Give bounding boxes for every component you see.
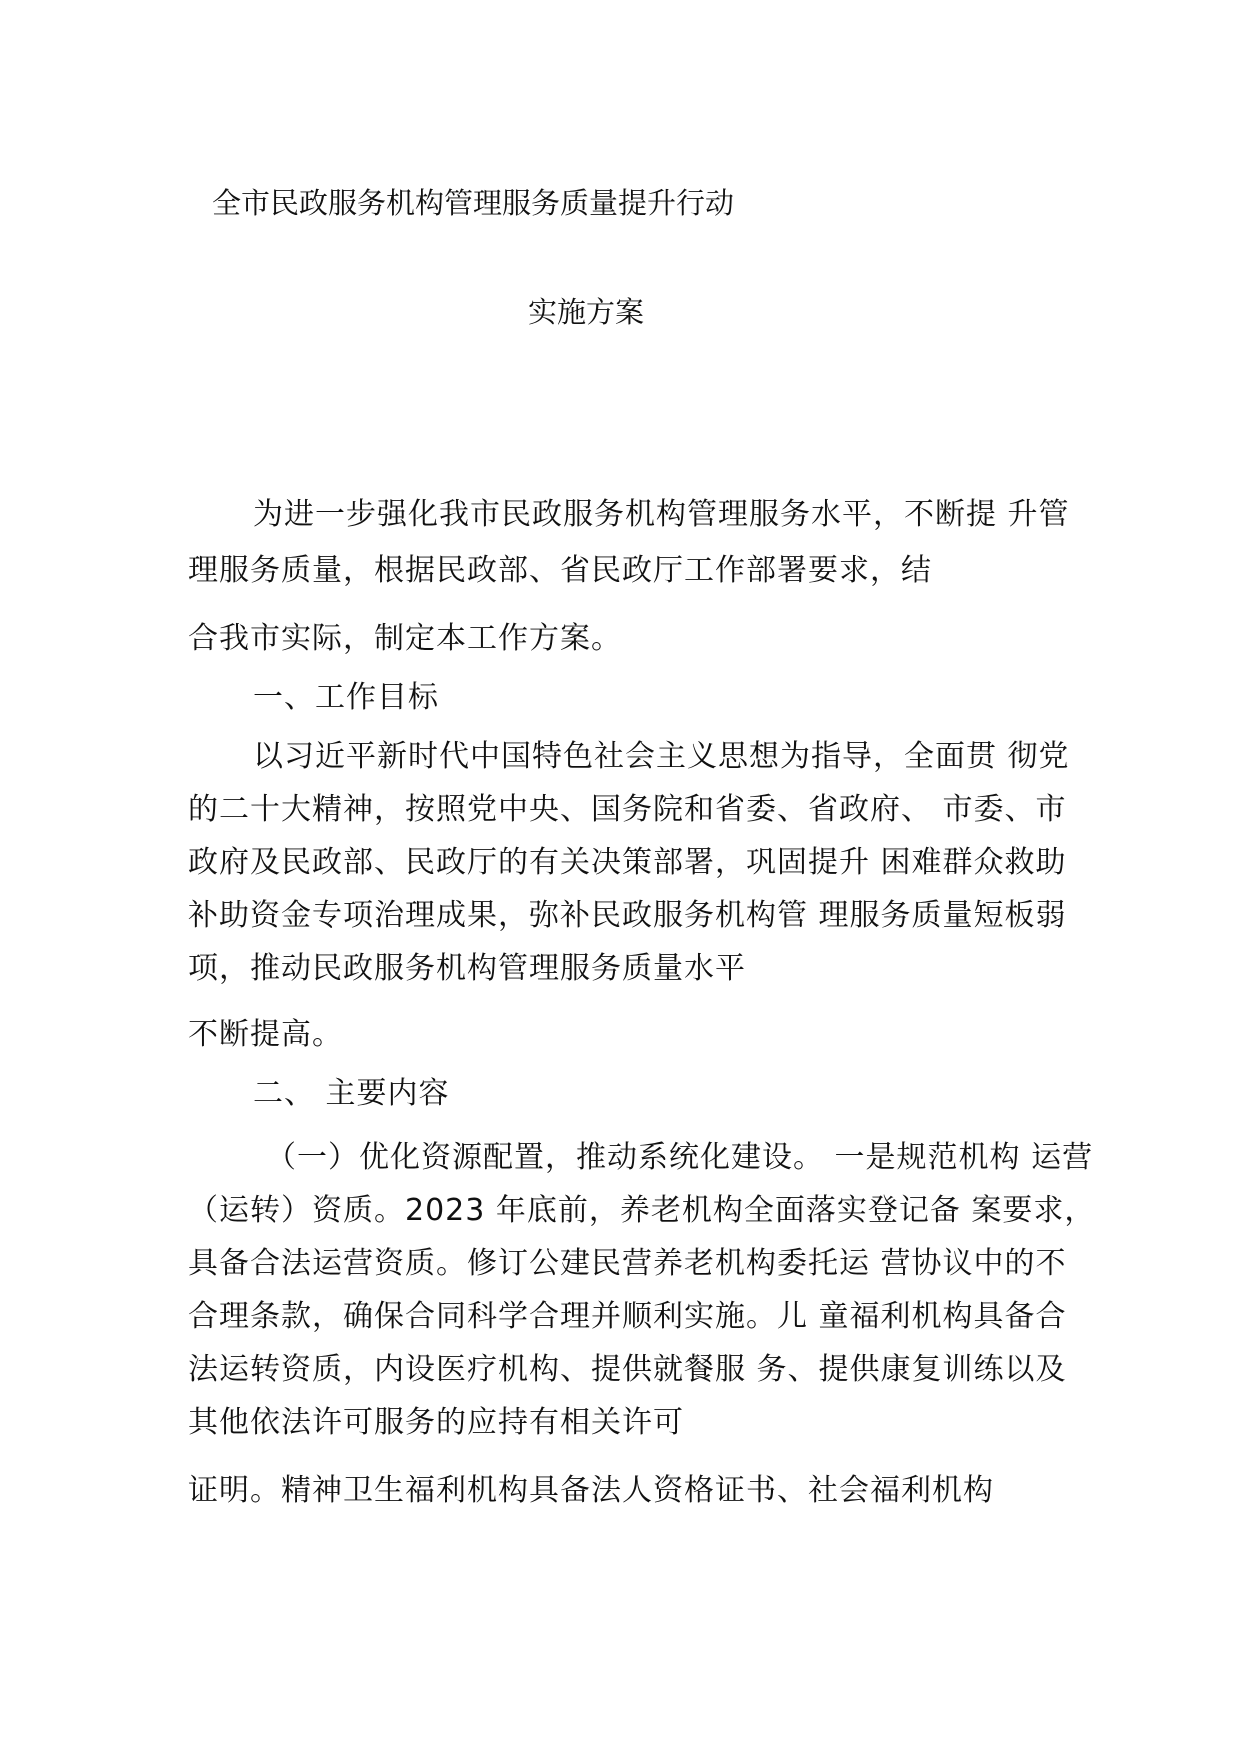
document-title-line-2: 实施方案 bbox=[528, 295, 645, 329]
paragraph-line: 合我市实际，制定本工作方案。 bbox=[188, 621, 622, 656]
paragraph-line: （一）优化资源配置，推动系统化建设。 一是规范机构 运营 bbox=[266, 1140, 1094, 1175]
paragraph-line: 不断提高。 bbox=[188, 1017, 343, 1052]
paragraph-line: 法运转资质，内设医疗机构、提供就餐服 务、提供康复训练以及 bbox=[188, 1352, 1067, 1387]
paragraph-line: 合理条款，确保合同科学合理并顺利实施。儿 童福利机构具备合 bbox=[188, 1299, 1067, 1334]
section-heading: 一、工作目标 bbox=[253, 680, 439, 715]
paragraph-line: 为进一步强化我市民政服务机构管理服务水平，不断提 升管 bbox=[253, 497, 1070, 532]
paragraph-line: 以习近平新时代中国特色社会主义思想为指导，全面贯 彻党 bbox=[253, 739, 1070, 774]
paragraph-line: 补助资金专项治理成果，弥补民政服务机构管 理服务质量短板弱 bbox=[188, 898, 1067, 933]
paragraph-line: 项，推动民政服务机构管理服务质量水平 bbox=[188, 951, 746, 986]
paragraph-line: 证明。精神卫生福利机构具备法人资格证书、社会福利机构 bbox=[188, 1473, 994, 1508]
document-title-line-1: 全市民政服务机构管理服务质量提升行动 bbox=[212, 186, 735, 220]
paragraph-line: 其他依法许可服务的应持有相关许可 bbox=[188, 1405, 684, 1440]
paragraph-line: 具备合法运营资质。修订公建民营养老机构委托运 营协议中的不 bbox=[188, 1246, 1067, 1281]
paragraph-line: 政府及民政部、民政厅的有关决策部署，巩固提升 困难群众救助 bbox=[188, 845, 1067, 880]
paragraph-line: （运转）资质。2023 年底前，养老机构全面落实登记备 案要求， bbox=[188, 1193, 1096, 1228]
paragraph-line: 的二十大精神，按照党中央、国务院和省委、省政府、 市委、市 bbox=[188, 792, 1067, 827]
paragraph-line: 理服务质量，根据民政部、省民政厅工作部署要求，结 bbox=[188, 553, 932, 588]
section-heading: 二、 主要内容 bbox=[253, 1076, 450, 1111]
